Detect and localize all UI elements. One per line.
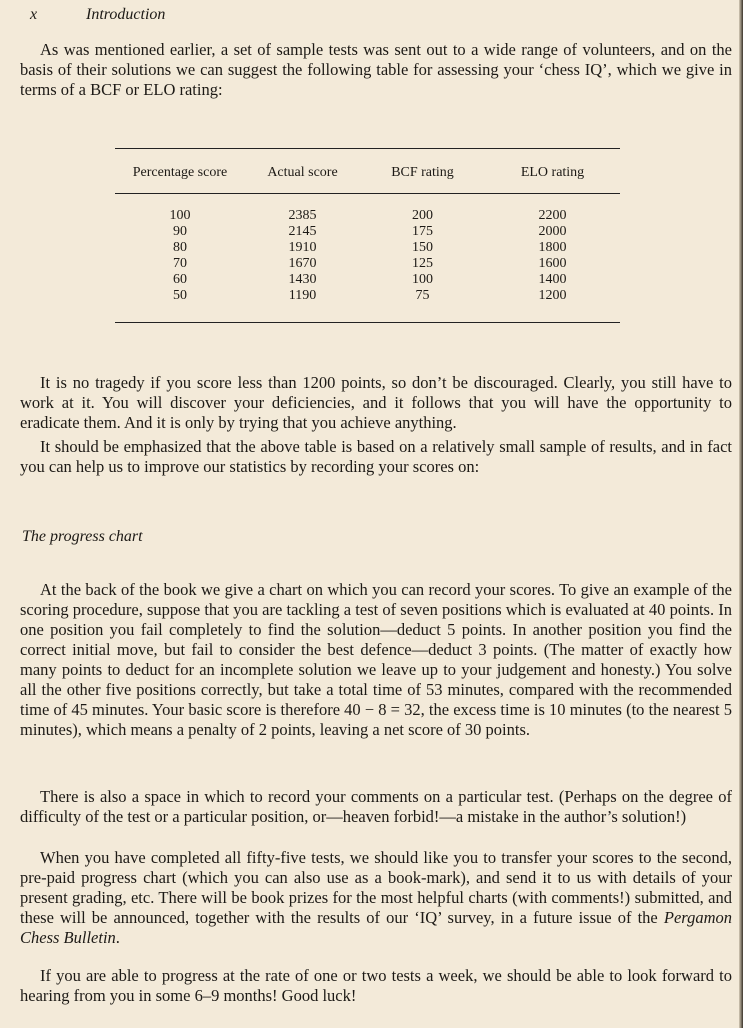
paragraph-intro: As was mentioned earlier, a set of sample tests was sent out to a wide range of volunteers, and on the basis of their solutions we can suggest the following table for assessing your ‘chess IQ’, which we give in terms of a BCF or ELO rating: (20, 40, 732, 99)
cell-bcf: 75 (415, 288, 430, 303)
paragraph-closing: If you are able to progress at the rate of one or two tests a week, we should be able to look forward to hearing from you in some 6–9 months! Good luck! (20, 966, 732, 1005)
cell-percentage: 80 (173, 240, 187, 255)
cell-actual: 1910 (288, 240, 317, 255)
col-header-bcf: BCF rating (391, 165, 454, 180)
chapter-title: Introduction (86, 6, 166, 23)
cell-bcf: 125 (412, 256, 433, 271)
table-row (115, 288, 620, 322)
bulletin-title: Pergamon Chess Bulletin (20, 908, 732, 947)
table-bottom-rule (115, 322, 620, 323)
cell-elo: 2200 (538, 208, 567, 223)
paragraph-statistics: It should be emphasized that the above table is based on a relatively small sample of results, and in fact you can help us to improve our statistics by recording your scores on: (20, 437, 732, 476)
rating-table (115, 148, 620, 323)
cell-bcf: 100 (412, 272, 433, 287)
page-number: x (30, 6, 38, 23)
cell-actual: 1430 (288, 272, 317, 287)
paragraph-comments: There is also a space in which to record your comments on a particular test. (Perhaps on the degree of difficulty of the test or a particular position, or—heaven forbid!—a mistake in the author’s solution!) (20, 787, 732, 826)
page-edge-shadow (739, 0, 743, 1028)
cell-actual: 1190 (288, 288, 317, 303)
table-row (115, 272, 620, 288)
cell-actual: 2145 (288, 224, 317, 239)
paragraph-scoring-example: At the back of the book we give a chart on which you can record your scores. To give an example of the scoring procedure, suppose that you are tackling a test of seven positions which is evaluated at 40 points. In one position you fail completely to find the solution—deduct 5 points. In another position you find the correct initial move, but fail to consider the best defence—deduct 3 points. (The matter of exactly how many points to deduct for an incomplete solution we leave up to your judgement and honesty.) You solve all the other five positions correctly, but take a total time of 53 minutes, compared with the recommended time of 45 minutes. Your basic score is therefore 40 − 8 = 32, the excess time is 10 minutes (to the nearest 5 minutes), which means a penalty of 2 points, leaving a net score of 30 points. (20, 580, 732, 739)
cell-actual: 2385 (288, 208, 317, 223)
cell-percentage: 70 (173, 256, 187, 271)
paragraph-text: When you have completed all fifty-five tests, we should like you to transfer your scores to the second, pre-paid progress chart (which you can also use as a book-mark), and send it to us with details of your present grading, etc. There will be book prizes for the most helpful charts (with comments!) submitted, and these will be announced, together with the results of our ‘IQ’ survey, in a future issue of the (20, 848, 732, 927)
cell-elo: 1800 (538, 240, 567, 255)
cell-actual: 1670 (288, 256, 317, 271)
cell-elo: 1200 (538, 288, 567, 303)
cell-percentage: 50 (173, 288, 187, 303)
col-header-elo: ELO rating (520, 165, 585, 180)
table-row (115, 224, 620, 240)
cell-percentage: 100 (169, 208, 191, 223)
paragraph-text-end: . (115, 928, 120, 947)
cell-elo: 1400 (538, 272, 567, 287)
table-row (115, 240, 620, 256)
cell-bcf: 175 (412, 224, 433, 239)
cell-percentage: 90 (173, 224, 187, 239)
section-heading: The progress chart (22, 528, 143, 545)
cell-elo: 1600 (538, 256, 567, 271)
cell-elo: 2000 (538, 224, 567, 239)
cell-percentage: 60 (173, 272, 187, 287)
running-head (30, 6, 165, 24)
col-header-actual: Actual score (267, 165, 338, 180)
paragraph-progress-chart (20, 848, 732, 948)
paragraph-encouragement: It is no tragedy if you score less than 1200 points, so don’t be discouraged. Clearly, you still have to work at it. You will discover your deficiencies, and it follows that you will have the opportunity to eradicate them. And it is only by trying that you achieve anything. (20, 373, 732, 432)
table-row (115, 256, 620, 272)
col-header-percentage: Percentage score (132, 165, 228, 180)
cell-bcf: 150 (412, 240, 433, 255)
table-row (115, 194, 620, 224)
cell-bcf: 200 (412, 208, 433, 223)
